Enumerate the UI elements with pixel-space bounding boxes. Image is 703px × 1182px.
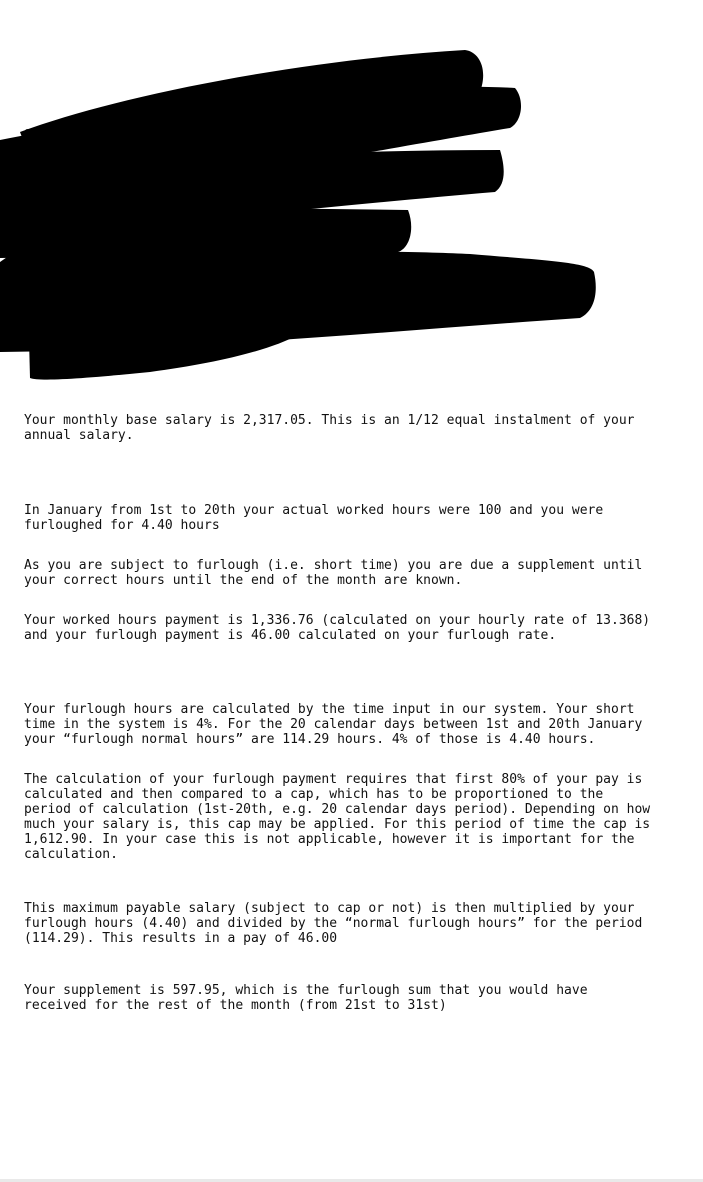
paragraph-payments: Your worked hours payment is 1,336.76 (calculated on your hourly rate of 13.368) and your furlough payment is 46.00 calculated on your furlough rate.	[24, 613, 651, 643]
redaction-scribble	[0, 0, 703, 400]
paragraph-worked-hours: In January from 1st to 20th your actual worked hours were 100 and you were furloughed for 4.40 hours	[24, 503, 604, 533]
paragraph-max-payable: This maximum payable salary (subject to cap or not) is then multiplied by your furlough hours (4.40) and divided by the “normal furlough hours” for the period (114.29). This results in a pay of 46.00	[24, 901, 643, 946]
paragraph-furlough-hours: Your furlough hours are calculated by the time input in our system. Your short time in the system is 4%. For the 20 calendar days between 1st and 20th January your “furlough normal hours” are 114.29 hours. 4% of those is 4.40 hours.	[24, 702, 643, 747]
redaction-stroke-lower	[0, 205, 411, 258]
paragraph-supplement-due: As you are subject to furlough (i.e. short time) you are due a supplement until your correct hours until the end of the month are known.	[24, 558, 643, 588]
paragraph-supplement-total: Your supplement is 597.95, which is the furlough sum that you would have received for the rest of the month (from 21st to 31st)	[24, 983, 588, 1013]
redaction-marks	[0, 0, 703, 400]
redaction-stroke-bottom	[28, 300, 320, 380]
paragraph-base-salary: Your monthly base salary is 2,317.05. This is an 1/12 equal instalment of your annual salary.	[24, 413, 635, 443]
paragraph-calculation-cap: The calculation of your furlough payment requires that first 80% of your pay is calculated and then compared to a cap, which has to be proportioned to the period of calculation (1st-20th, e.g. 20 calendar days period). Depending on how much your salary is, this cap may be applied. For this period of time the cap is 1,612.90. In your case this is not applicable, however it is important for the calculation.	[24, 772, 651, 862]
